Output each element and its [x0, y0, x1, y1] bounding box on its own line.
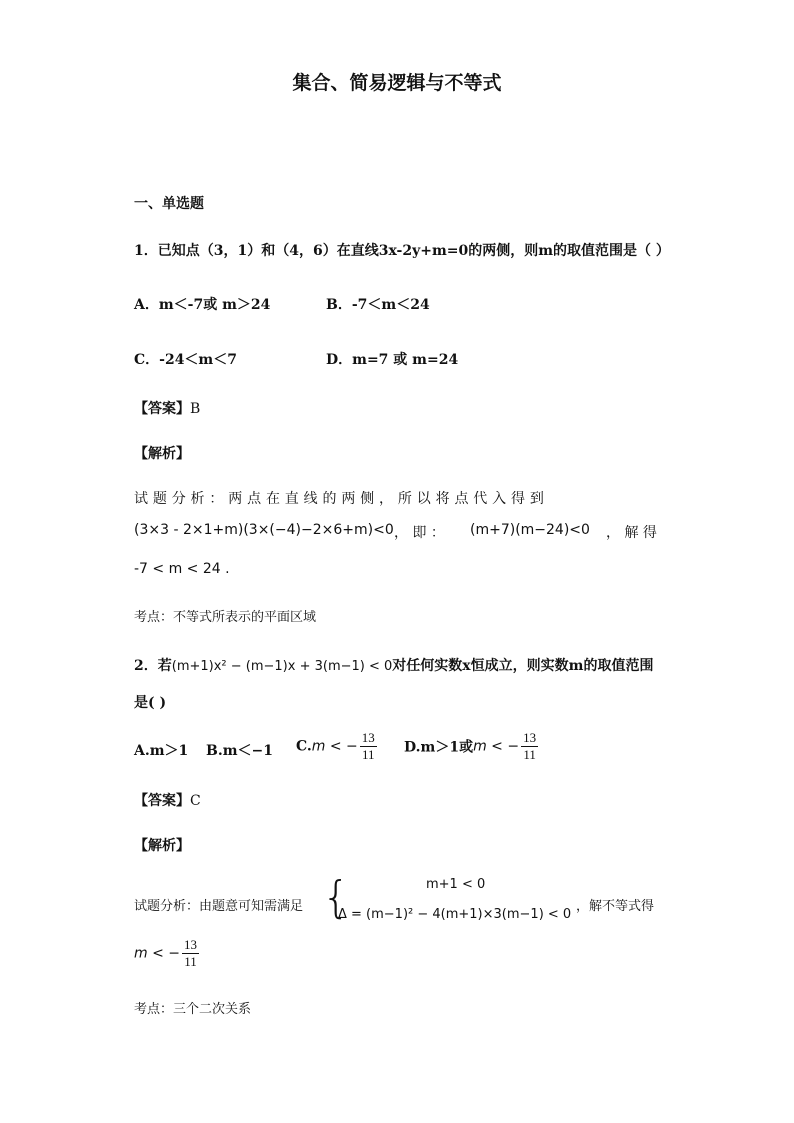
fraction-numerator: 13	[523, 730, 537, 745]
system-brace: {	[322, 872, 350, 923]
fraction	[521, 730, 538, 763]
answer-label: 【答案】	[134, 401, 190, 417]
answer-value: B	[190, 401, 201, 417]
question-1-stem: 1．已知点（3，1）和（4，6）在直线3x-2y+m=0的两侧，则m的取值范围是（ ）	[134, 243, 670, 259]
fraction	[360, 730, 377, 763]
fraction-denominator: 11	[523, 747, 536, 762]
question-1-analysis-math2: (m+7)(m−24)<0	[470, 522, 590, 538]
fraction-numerator: 13	[361, 730, 375, 745]
question-1-analysis-ji: ， 即 ：	[394, 525, 445, 541]
section-heading: 一、单选题	[134, 196, 204, 212]
question-2-stem-line2: 是( )	[134, 695, 167, 711]
question-2-analysis-label: 【解析】	[134, 838, 190, 854]
question-2-stem-suffix: 对任何实数x恒成立，则实数m的取值范围	[392, 658, 654, 674]
question-1-option-d: D．m=7 或 m=24	[326, 352, 459, 368]
fraction	[182, 937, 199, 970]
question-2-result	[134, 937, 199, 970]
question-2-analysis-prefix: 试题分析：由题意可知需满足	[134, 899, 304, 914]
fraction-denominator: 11	[184, 954, 197, 969]
question-2-option-b: B.m＜−1	[206, 743, 273, 759]
fraction-denominator: 11	[362, 747, 375, 762]
answer-label: 【答案】	[134, 793, 190, 809]
question-1-analysis-math1: (3×3 - 2×1+m)(3×(−4)−2×6+m)<0	[134, 522, 394, 538]
question-1-kaodian: 考点：不等式所表示的平面区域	[134, 610, 317, 625]
option-c-prefix: C.	[296, 738, 312, 755]
question-1-option-a: A．m＜-7或 m＞24	[134, 297, 271, 313]
question-1-option-c: C．-24＜m＜7	[134, 352, 237, 368]
fraction-numerator: 13	[184, 937, 197, 952]
question-1-answer	[134, 398, 200, 418]
system-line-2: Δ = (m−1)² − 4(m+1)×3(m−1) < 0	[338, 907, 572, 922]
question-1-analysis-label: 【解析】	[134, 446, 190, 462]
question-1-option-b: B．-7＜m＜24	[326, 297, 430, 313]
page-title: 集合、简易逻辑与不等式	[292, 72, 502, 94]
question-1-analysis-result: -7 < m < 24 .	[134, 561, 230, 577]
option-c-math: m < −	[311, 738, 358, 755]
question-2-option-c	[296, 730, 377, 763]
question-2-stem	[134, 655, 653, 675]
question-1-analysis-line1: 试 题 分 析 ： 两 点 在 直 线 的 两 侧 ， 所 以 将 点 代 入 得 到	[134, 491, 545, 507]
question-2-analysis-suffix: ，解不等式得	[576, 899, 655, 914]
result-math: m < −	[134, 945, 180, 962]
question-2-kaodian: 考点：三个二次关系	[134, 1002, 252, 1017]
question-2-answer	[134, 790, 201, 810]
question-2-stem-math: (m+1)x² − (m−1)x + 3(m−1) < 0	[171, 659, 393, 674]
question-2-option-d	[404, 730, 538, 763]
option-d-math: m < −	[473, 738, 520, 755]
question-2-option-a: A.m＞1	[134, 743, 189, 759]
option-d-prefix: D.m＞1或	[404, 739, 474, 756]
question-1-analysis-jie: ， 解 得	[606, 525, 657, 541]
system-line-1: m+1 < 0	[426, 877, 486, 892]
question-2-stem-prefix: 2．若	[134, 658, 172, 674]
answer-value: C	[190, 793, 201, 809]
